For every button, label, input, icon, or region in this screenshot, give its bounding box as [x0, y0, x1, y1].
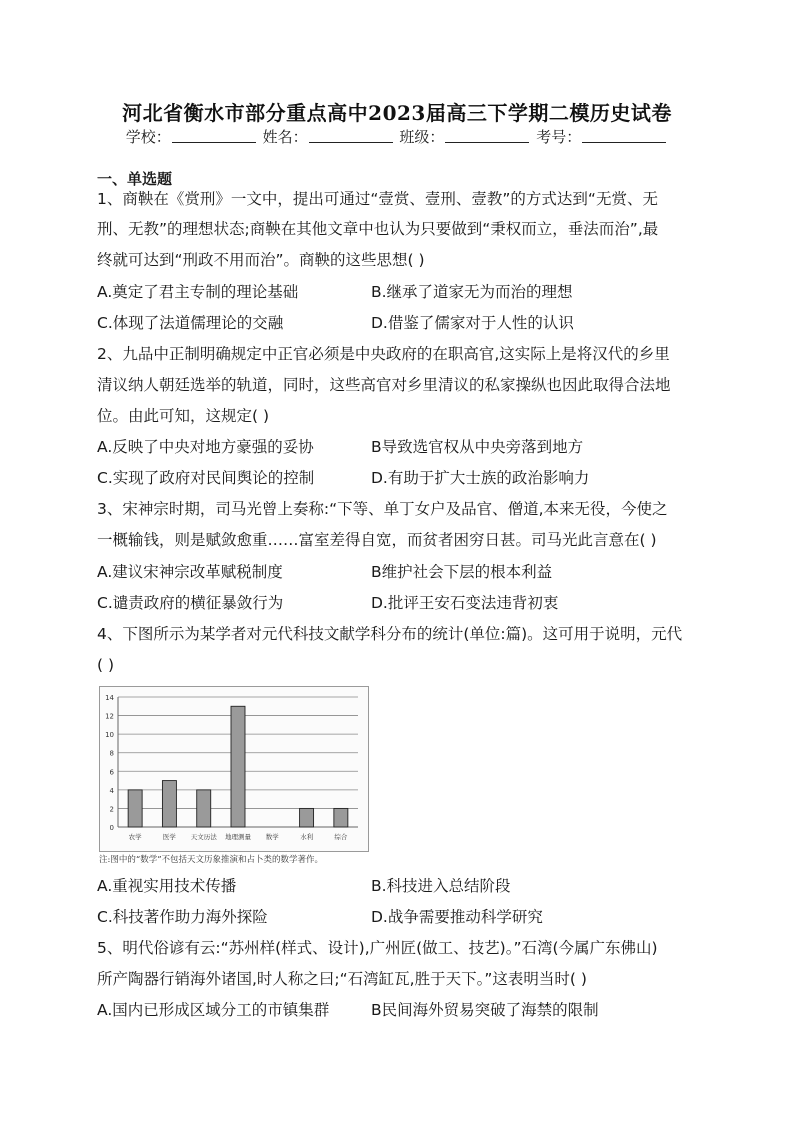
question-2-option-d[interactable]: D.有助于扩大士族的政治影响力: [371, 469, 590, 487]
question-5-line-2: 所产陶器行销海外诸国,时人称之曰;“石湾缸瓦,胜于天下。”这表明当时( ): [97, 970, 587, 988]
question-2-line-2: 清议纳人朝廷选举的轨道，同时，这些高官对乡里清议的私家操纵也因此取得合法地: [97, 376, 671, 394]
question-4-option-c[interactable]: C.科技著作助力海外探险: [97, 908, 268, 926]
bar-chart-svg: [100, 687, 368, 851]
section-heading: 一、单选题: [97, 170, 173, 188]
question-1-option-b[interactable]: B.继承了道家无为而治的理想: [371, 283, 573, 301]
x-tick-label: 数学: [265, 833, 279, 841]
question-3-option-c[interactable]: C.谴责政府的横征暴敛行为: [97, 594, 284, 612]
question-1-option-a[interactable]: A.奠定了君主专制的理论基础: [97, 283, 299, 301]
x-tick-label: 地理测量: [225, 833, 251, 841]
question-5-line-1: 5、明代俗谚有云:“苏州样(样式、设计),广州匠(做工、技艺)。”石湾(今属广东佛山): [97, 939, 658, 957]
question-2-option-b[interactable]: B导致选官权从中央旁落到地方: [371, 438, 584, 456]
y-tick-label: 0: [109, 824, 114, 832]
question-5-option-a[interactable]: A.国内已形成区域分工的市镇集群: [97, 1001, 330, 1019]
question-4-line-2: ( ): [97, 656, 115, 674]
question-3-option-b[interactable]: B维护社会下层的根本利益: [371, 563, 553, 581]
question-3-option-a[interactable]: A.建议宋神宗改革赋税制度: [97, 563, 283, 581]
y-tick-label: 6: [109, 768, 114, 777]
school-label: 学校：: [125, 128, 171, 146]
class-label: 班级：: [399, 128, 445, 146]
bar: [300, 808, 314, 827]
exam-title: 河北省衡水市部分重点高中2023届高三下学期二模历史试卷: [122, 101, 672, 125]
question-1-line-1: 1、商鞅在《赏刑》一文中，提出可通过“壹赏、壹刑、壹教”的方式达到“无赏、无: [97, 190, 658, 208]
x-tick-label: 水利: [300, 833, 314, 841]
question-2-line-1: 2、九品中正制明确规定中正官必须是中央政府的在职高官,这实际上是将汉代的乡里: [97, 345, 670, 363]
bar: [197, 790, 211, 827]
question-1-line-3: 终就可达到“刑政不用而治”。商鞅的这些思想( ): [97, 251, 425, 269]
question-1-option-d[interactable]: D.借鉴了儒家对于人性的认识: [371, 314, 574, 332]
question-3-line-1: 3、宋神宗时期，司马光曾上奏称:“下等、单丁女户及品官、僧道,本来无役，今使之: [97, 500, 668, 518]
question-4-option-a[interactable]: A.重视实用技术传播: [97, 877, 237, 895]
question-4-option-d[interactable]: D.战争需要推动科学研究: [371, 908, 543, 926]
question-4-option-b[interactable]: B.科技进入总结阶段: [371, 877, 511, 895]
exam-number-blank: [582, 128, 666, 143]
question-2-option-c[interactable]: C.实现了政府对民间舆论的控制: [97, 469, 315, 487]
y-tick-label: 14: [105, 694, 114, 702]
chart-note: 注:图中的“数学”不包括天文历象推演和占卜类的数学著作。: [99, 855, 324, 865]
student-info-row: [0, 126, 794, 147]
bar-chart: [99, 686, 369, 852]
name-blank: [309, 128, 393, 143]
name-label: 姓名：: [262, 128, 308, 146]
question-2-option-a[interactable]: A.反映了中央对地方豪强的妥协: [97, 438, 314, 456]
question-1-option-c[interactable]: C.体现了法道儒理论的交融: [97, 314, 284, 332]
y-tick-label: 10: [105, 731, 114, 740]
x-tick-label: 综合: [334, 833, 348, 841]
bar: [128, 790, 142, 827]
question-1-line-2: 刑、无教”的理想状态;商鞅在其他文章中也认为只要做到“秉权而立，垂法而治”,最: [97, 220, 659, 238]
y-tick-label: 8: [109, 749, 114, 758]
bar: [231, 706, 245, 827]
x-tick-label: 医学: [162, 833, 176, 841]
y-tick-label: 12: [105, 712, 114, 721]
school-blank: [172, 128, 256, 143]
exam-number-label: 考号：: [536, 128, 582, 146]
class-blank: [445, 128, 529, 143]
question-2-line-3: 位。由此可知，这规定( ): [97, 407, 270, 425]
question-3-line-2: 一概输钱，则是赋敛愈重……富室差得自宽，而贫者困穷日甚。司马光此言意在( ): [97, 531, 657, 549]
question-5-option-b[interactable]: B民间海外贸易突破了海禁的限制: [371, 1001, 599, 1019]
y-tick-label: 4: [109, 786, 114, 795]
x-tick-label: 天文历法: [190, 833, 217, 841]
question-3-option-d[interactable]: D.批评王安石变法违背初衷: [371, 594, 559, 612]
question-4-line-1: 4、下图所示为某学者对元代科技文献学科分布的统计(单位:篇)。这可用于说明，元代: [97, 625, 683, 643]
bar: [334, 808, 348, 827]
x-tick-label: 农学: [128, 833, 142, 841]
y-tick-label: 2: [109, 805, 114, 814]
bar: [162, 781, 176, 827]
